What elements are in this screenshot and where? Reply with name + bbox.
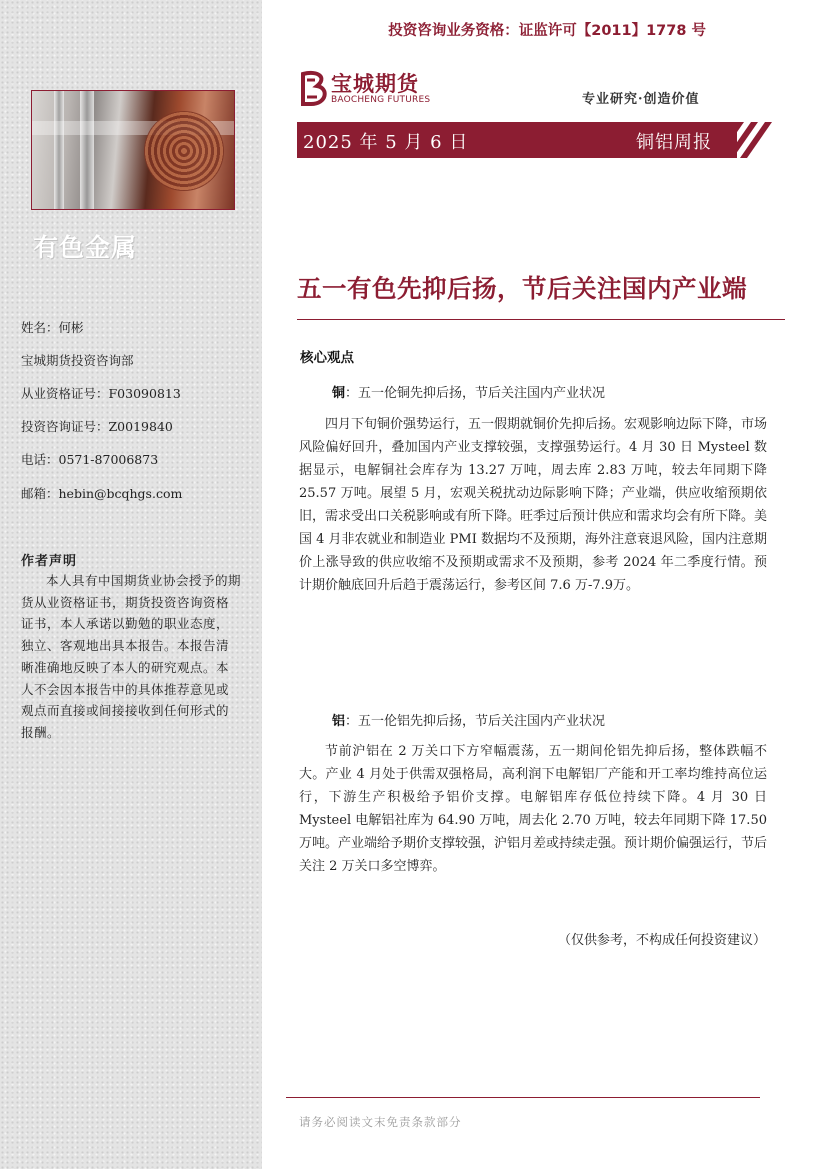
copper-label: 铜 bbox=[332, 386, 346, 401]
sector-label: 有色金属 bbox=[33, 233, 138, 262]
logo-chinese-name: 宝城期货 bbox=[331, 72, 419, 96]
qualification-number: 从业资格证号：F03090813 bbox=[21, 386, 181, 401]
rod-shape bbox=[54, 91, 64, 209]
copper-coil-shape bbox=[144, 111, 224, 191]
copper-body: 四月下旬铜价强势运行，五一假期就铜价先抑后扬。宏观影响边际下降，市场风险偏好回升，叠加国内产业支撑较强，支撑强势运行。4 月 30 日 Mysteel 数据显示，电解铜社会库存为 13.27 万吨，周去库 2.83 万吨，较去年同期下降 25.57 万吨。展望 5 月，宏观关税扰动边际影响下降；产业端，供应收缩预期依旧，需求受出口关税影响或有所下降。旺季过后预计供应和需求均会有所下降。美国 4 月非农就业和制造业 PMI 数据均不及预期，海外注意衰退风险，国内注意期价上涨导致的供应收缩不及预期或需求不及预期，参考 2024 年二季度行情。预计期价触底回升后趋于震荡运行，参考区间 7.6 万-7.9万。 bbox=[299, 417, 768, 593]
banner-stripes-icon bbox=[712, 122, 792, 158]
license-text: 投资咨询业务资格：证监许可【2011】1778 号 bbox=[388, 23, 706, 39]
section-title: 核心观点 bbox=[300, 350, 354, 366]
aluminum-label: 铝 bbox=[332, 714, 346, 729]
copper-summary: ：五一伦铜先抑后扬，节后关注国内产业状况 bbox=[345, 386, 606, 401]
headline-divider bbox=[297, 319, 785, 320]
author-dept: 宝城期货投资咨询部 bbox=[21, 353, 134, 368]
phone-number: 电话：0571-87006873 bbox=[21, 452, 159, 467]
slogan: 专业研究·创造价值 bbox=[582, 92, 700, 107]
declaration-body: 本人具有中国期货业协会授予的期货从业资格证书，期货投资咨询资格证书，本人承诺以勤勉的职业态度，独立、客观地出具本报告。本报告清晰准确地反映了本人的研究观点。本人不会因本报告中的具体推荐意见或观点而直接或间接接收到任何形式的报酬。 bbox=[21, 573, 242, 740]
email-address[interactable]: 邮箱：hebin@bcqhgs.com bbox=[21, 486, 183, 501]
declaration-title: 作者声明 bbox=[21, 554, 78, 569]
sidebar bbox=[0, 0, 262, 1169]
company-logo bbox=[297, 70, 437, 112]
report-headline: 五一有色先抑后扬，节后关注国内产业端 bbox=[297, 274, 747, 303]
copper-summary-line bbox=[332, 382, 605, 401]
report-type: 铜铝周报 bbox=[636, 132, 712, 153]
logo-english-name: BAOCHENG FUTURES bbox=[331, 95, 431, 105]
date-banner bbox=[297, 122, 737, 158]
author-name: 姓名：何彬 bbox=[21, 320, 84, 335]
footer-notice: 请务必阅读文末免责条款部分 bbox=[299, 1115, 462, 1129]
rod-shape bbox=[80, 91, 94, 209]
footer-divider bbox=[286, 1097, 760, 1098]
consult-number: 投资咨询证号：Z0019840 bbox=[21, 419, 173, 434]
disclaimer: （仅供参考，不构成任何投资建议） bbox=[557, 933, 766, 948]
logo-mark-icon bbox=[297, 70, 331, 108]
aluminum-body: 节前沪铝在 2 万关口下方窄幅震荡，五一期间伦铝先抑后扬，整体跌幅不大。产业 4 月处于供需双强格局，高利润下电解铝厂产能和开工率均维持高位运行，下游生产积极给予铝价支撑。电解铝库存低位持续下降。4 月 30 日 Mysteel 电解铝社库为 64.90 万吨，周去化 2.70 万吨，较去年同期下降 17.50 万吨。产业端给予期价支撑较强，沪铝月差或持续走强。预计期价偏强运行，节后关注 2 万关口多空博弈。 bbox=[299, 744, 768, 874]
metal-photo bbox=[31, 90, 235, 210]
report-date: 2025 年 5 月 6 日 bbox=[303, 132, 469, 153]
aluminum-summary: ：五一伦铝先抑后扬，节后关注国内产业状况 bbox=[345, 714, 606, 729]
aluminum-summary-line bbox=[332, 710, 605, 729]
